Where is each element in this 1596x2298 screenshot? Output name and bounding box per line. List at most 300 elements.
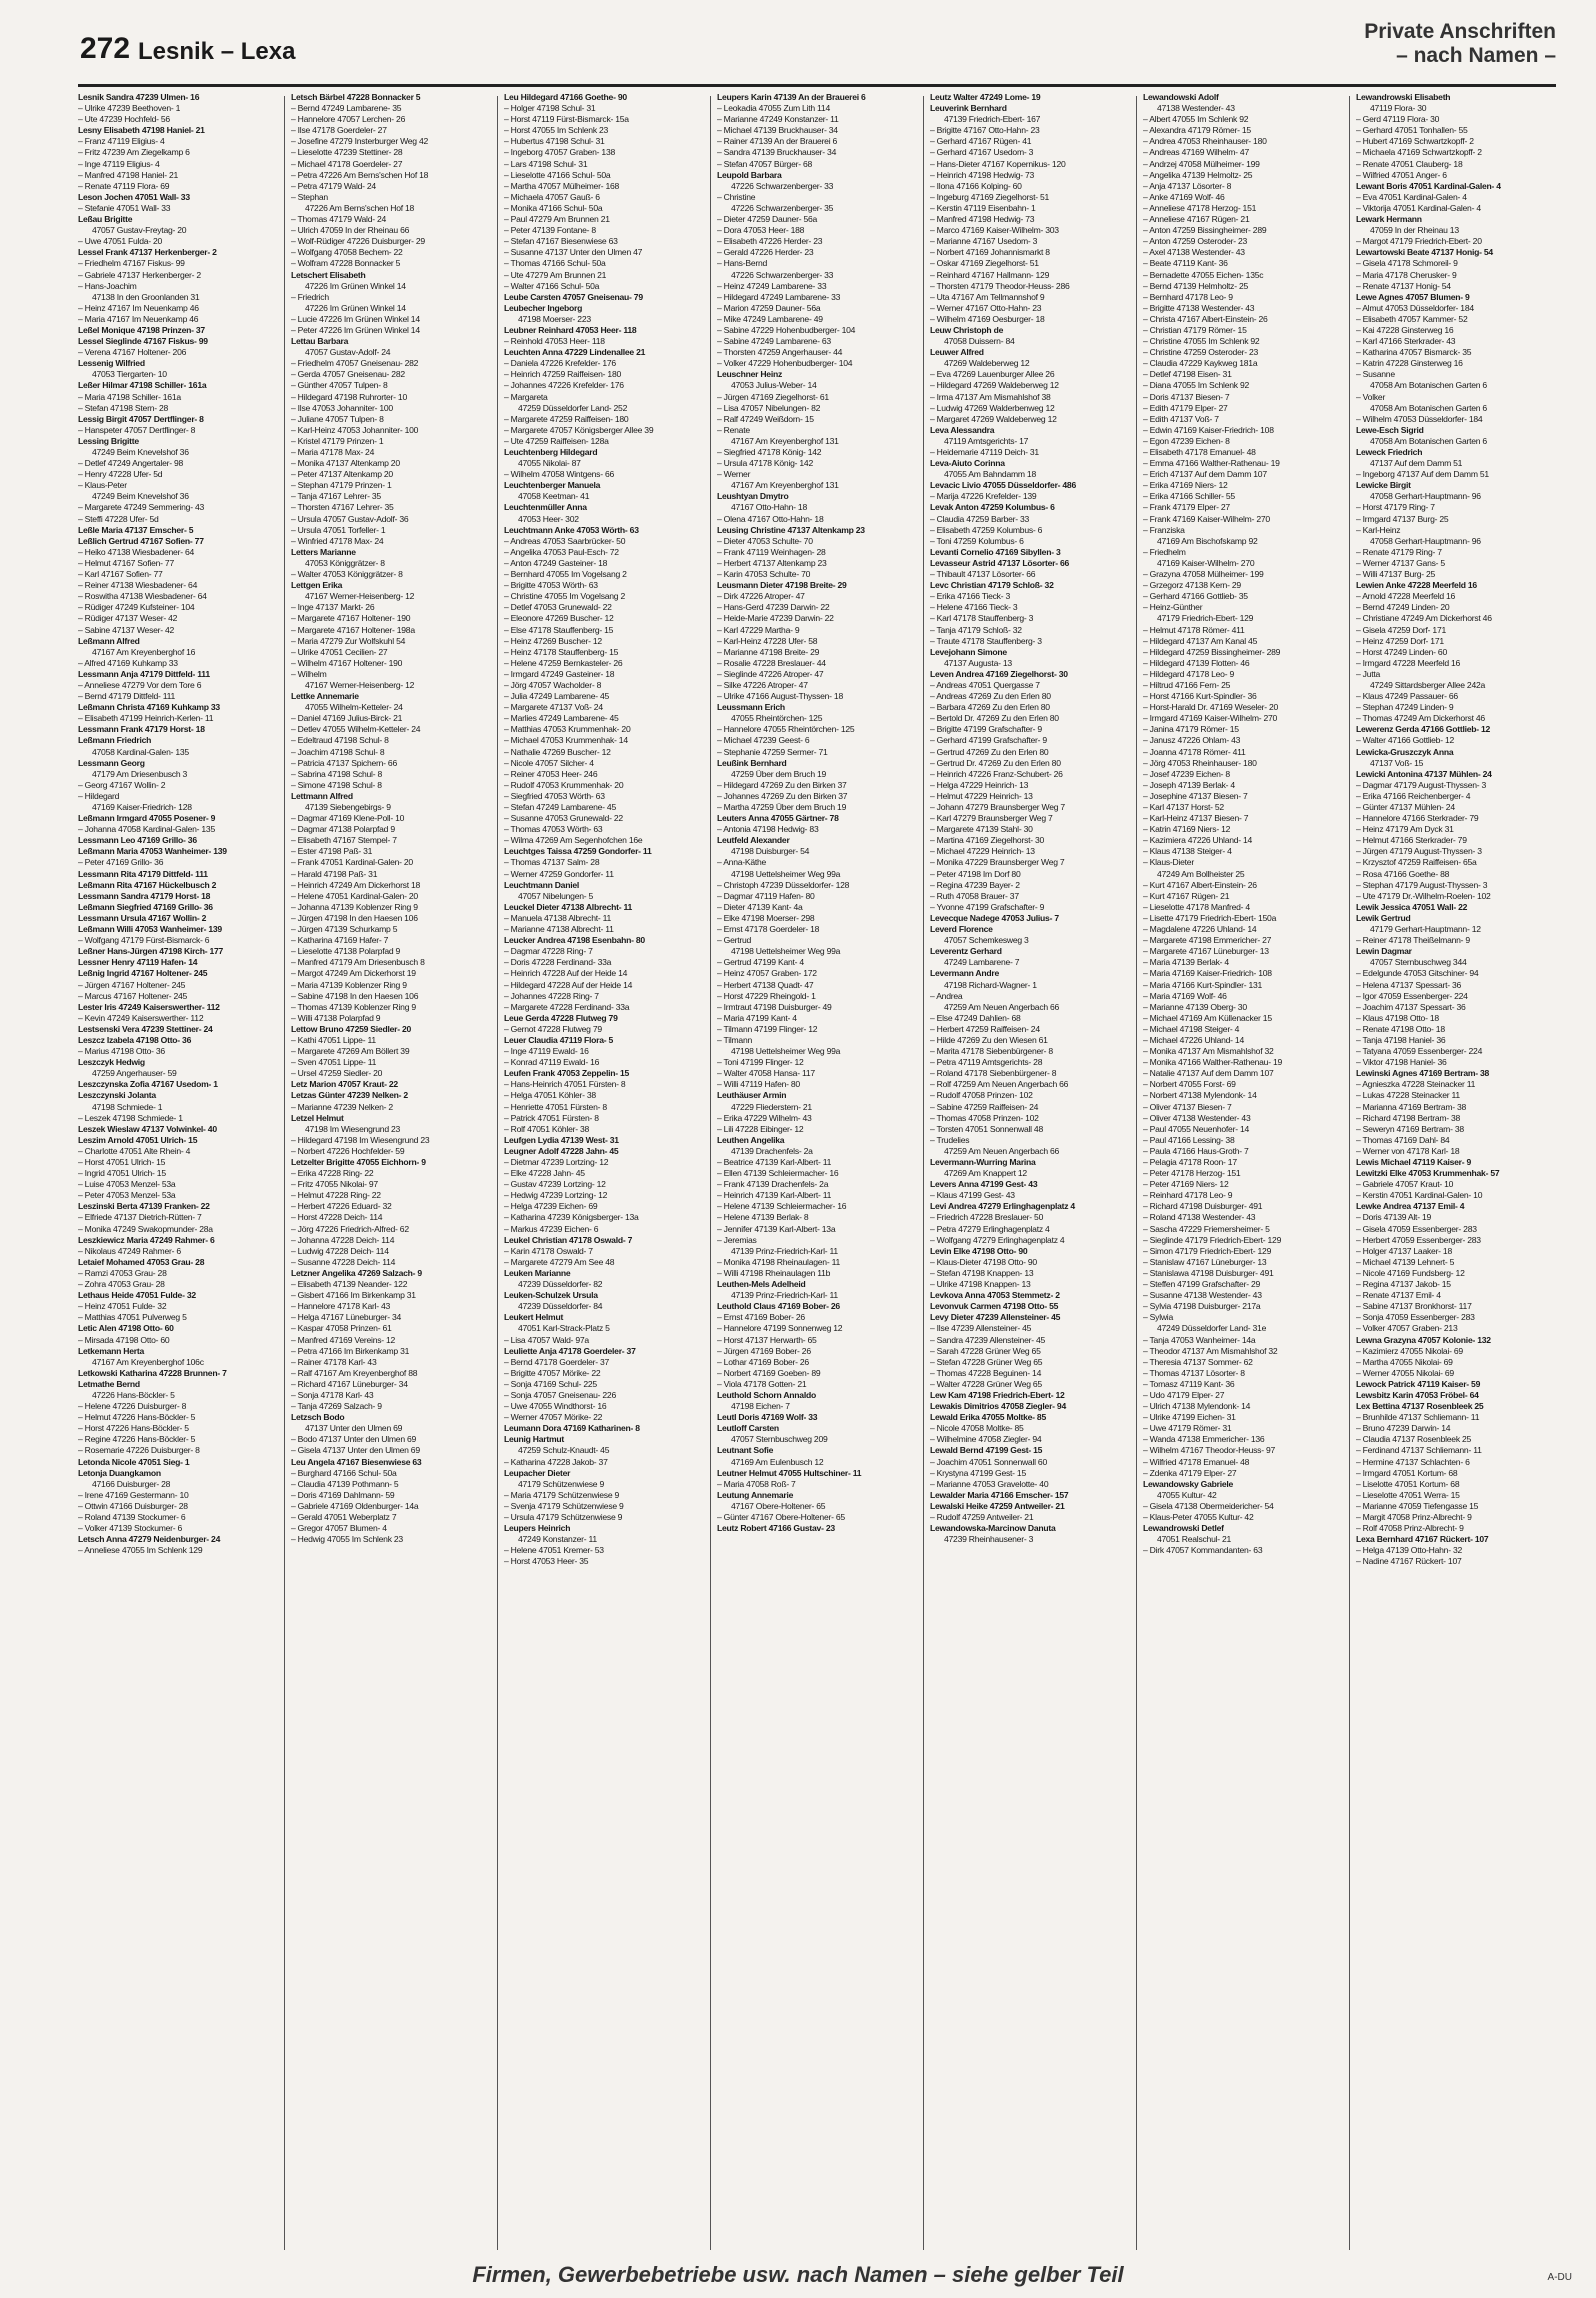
- listing-entry: Leubner Reinhard 47053 Heer- 118: [504, 324, 637, 335]
- listing-entry: – Olena 47167 Otto-Hahn- 18: [717, 513, 824, 524]
- listing-entry: Letaief Mohamed 47053 Grau- 28: [78, 1256, 205, 1267]
- listing-entry: – Kazimierz 47055 Nikolai- 69: [1356, 1345, 1463, 1356]
- listing-entry: – Peter 47169 Niers- 12: [1143, 1179, 1229, 1190]
- listing-entry: – Claudia 47259 Barber- 33: [930, 513, 1030, 524]
- listing-entry: – Diana 47055 Im Schlenk 92: [1143, 380, 1249, 391]
- listing-entry: – Joachim 47198 Schul- 8: [291, 746, 385, 757]
- listing-entry: 47259 Schulz-Knaudt- 45: [518, 1445, 610, 1456]
- listing-entry: – Gerhard 47167 Rügen- 41: [930, 136, 1032, 147]
- listing-entry: – Ester 47198 Paß- 31: [291, 846, 373, 857]
- listing-entry: 47119 Amtsgerichts- 17: [944, 435, 1029, 446]
- listing-entry: – Thomas 47137 Salm- 28: [504, 857, 600, 868]
- listing-entry: – Edith 47137 Voß- 7: [1143, 413, 1219, 424]
- listing-entry: Lewitzki Elke 47053 Krummenhak- 57: [1356, 1168, 1500, 1179]
- listing-entry: – Christiane 47249 Am Dickerhorst 46: [1356, 613, 1492, 624]
- listing-entry: – Lisa 47057 Nibelungen- 82: [717, 402, 821, 413]
- listing-entry: – Erika 47229 Wilhelm- 43: [717, 1112, 812, 1123]
- listing-entry: – Sandra 47239 Allensteiner- 45: [930, 1334, 1046, 1345]
- listing-entry: – Jörg 47226 Friedrich-Alfred- 62: [291, 1223, 409, 1234]
- listing-entry: – Monika 47166 Walther-Rathenau- 19: [1143, 1057, 1283, 1068]
- footer-note: Firmen, Gewerbebetriebe usw. nach Namen – siehe gelber Teil: [472, 2262, 1124, 2287]
- listing-entry: – Bernd 47249 Lambarene- 35: [291, 103, 402, 114]
- listing-entry: – Renate: [717, 424, 750, 435]
- listing-entry: – Elisabeth 47139 Neander- 122: [291, 1279, 408, 1290]
- listing-entry: – Ilse 47239 Allensteiner- 45: [930, 1323, 1032, 1334]
- listing-entry: 47226 Am Berns'schen Hof 18: [305, 202, 415, 213]
- listing-entry: – Margarete 47279 Am See 48: [504, 1256, 615, 1267]
- listing-entry: Lewinski Agnes 47169 Bertram- 38: [1356, 1068, 1490, 1079]
- listing-entry: – Hans-Bernd: [717, 258, 768, 269]
- listing-entry: – Ingrid 47051 Ulrich- 15: [78, 1168, 166, 1179]
- listing-entry: – Wolf-Rüdiger 47226 Duisburger- 29: [291, 236, 425, 247]
- listing-entry: – Helmut 47228 Ring- 22: [291, 1190, 381, 1201]
- listing-entry: – Thomas 47179 Wald- 24: [291, 214, 387, 225]
- page-number: 272: [80, 32, 131, 65]
- listing-entry: – Richard 47198 Bertram- 38: [1356, 1112, 1461, 1123]
- listing-entry: 47198 Im Wiesengrund 23: [305, 1123, 401, 1134]
- listing-entry: Leuchtenberger Manuela: [504, 480, 601, 491]
- listing-entry: 47059 In der Rheinau 13: [1370, 225, 1459, 236]
- name-range: Lesnik – Lexa: [138, 38, 296, 65]
- listing-entry: – Friedhelm: [1143, 546, 1186, 557]
- listing-entry: – Renate 47051 Clauberg- 18: [1356, 158, 1463, 169]
- listing-entry: – Detlef 47198 Eisen- 31: [1143, 369, 1232, 380]
- section-title-line-2: – nach Namen –: [1396, 44, 1556, 67]
- listing-entry: – Joachim 47051 Sonnenwall 60: [930, 1456, 1047, 1467]
- listing-entry: – Heinrich 47198 Hedwig- 73: [930, 169, 1035, 180]
- listing-entry: Leuthen-Mels Adelheid: [717, 1279, 806, 1290]
- listing-entry: – Jutta: [1356, 668, 1381, 679]
- listing-entry: Leverd Florence: [930, 924, 993, 935]
- listing-entry: – Herbert 47138 Quadt- 47: [717, 979, 814, 990]
- listing-entry: – Heinrich 47259 Raiffeisen- 180: [504, 369, 622, 380]
- listing-entry: – Renate 47137 Honig- 54: [1356, 280, 1451, 291]
- listing-entry: – Julia 47249 Lambarene- 45: [504, 691, 610, 702]
- listing-entry: – Igor 47059 Essenberger- 224: [1356, 990, 1468, 1001]
- listing-entry: – Dagmar 47179 August-Thyssen- 3: [1356, 779, 1487, 790]
- listing-entry: – Helene 47226 Duisburger- 8: [78, 1401, 187, 1412]
- listing-entry: Leuthold Schorn Annaldo: [717, 1389, 816, 1400]
- listing-entry: – Ramzi 47053 Grau- 28: [78, 1267, 167, 1278]
- listing-entry: – Martha 47057 Mülheimer- 168: [504, 180, 620, 191]
- listing-entry: Lewald Bernd 47199 Gest- 15: [930, 1445, 1043, 1456]
- listing-entry: – Wilma 47269 Am Segenhofchen 16e: [504, 835, 643, 846]
- listing-entry: 47167 Am Kreyenberghof 16: [92, 646, 196, 657]
- listing-entry: 47058 Am Botanischen Garten 6: [1370, 380, 1487, 391]
- listing-entry: – Martha 47259 Über dem Bruch 19: [717, 802, 847, 812]
- listing-entry: 47167 Werner-Heisenberg- 12: [305, 591, 415, 602]
- listing-entry: – Bernadette 47055 Eichen- 135c: [1143, 269, 1264, 280]
- listing-entry: – Siegfried 47178 König- 142: [717, 447, 822, 457]
- listing-entry: – Tanja 47053 Wanheimer- 14a: [1143, 1334, 1256, 1345]
- listing-entry: – Detlev 47055 Wilhelm-Ketteler- 24: [291, 724, 421, 735]
- listing-entry: 47051 Realschul- 21: [1157, 1534, 1232, 1545]
- listing-entry: – Karl 47229 Martha- 9: [717, 624, 800, 635]
- listing-entry: – Helmut 47226 Hans-Böckler- 5: [78, 1412, 196, 1423]
- listing-entry: – Bodo 47137 Unter den Ulmen 69: [291, 1434, 417, 1445]
- listing-entry: – Wolfgang 47179 Fürst-Bismarck- 6: [78, 935, 210, 946]
- listing-entry: – Rudolf 47259 Antweiler- 21: [930, 1512, 1034, 1522]
- listing-entry: – Renate 47179 Ring- 7: [1356, 546, 1442, 557]
- listing-entry: – Brunhilde 47137 Schliemann- 11: [1356, 1412, 1480, 1423]
- listing-entry: – Toni 47199 Flinger- 12: [717, 1057, 804, 1068]
- listing-entry: – Sabine 47249 Lambarene- 63: [717, 336, 831, 347]
- listing-entry: – Rüdiger 47137 Weser- 42: [78, 613, 178, 624]
- listing-entry: Leu Angela 47167 Biesenwiese 63: [291, 1456, 422, 1467]
- listing-entry: – Monika 47229 Braunsberger Weg 7: [930, 857, 1065, 868]
- listing-entry: Lewicke Birgit: [1356, 480, 1411, 491]
- listing-entry: – Margarete 47137 Voß- 24: [504, 702, 603, 713]
- listing-entry: Lesny Elisabeth 47198 Haniel- 21: [78, 125, 205, 136]
- listing-entry: 47058 Gerhart-Hauptmann- 96: [1370, 535, 1481, 546]
- listing-entry: – Helga 47167 Lüneburger- 34: [291, 1312, 402, 1323]
- listing-entry: Leuthen Angelika: [717, 1134, 785, 1145]
- listing-entry: 47053 Königgrätzer- 8: [305, 557, 385, 568]
- listing-entry: – Ilona 47166 Kolping- 60: [930, 180, 1022, 191]
- listing-entry: 47179 Gerhart-Hauptmann- 12: [1370, 924, 1481, 935]
- listing-entry: – Bernd 47178 Goerdeler- 37: [504, 1356, 610, 1367]
- listing-entry: Lewe-Esch Sigrid: [1356, 424, 1424, 435]
- listing-entry: – Stephan 47179 August-Thyssen- 3: [1356, 879, 1488, 890]
- listing-entry: – Nadine 47167 Rückert- 107: [1356, 1556, 1462, 1567]
- listing-entry: – Ingeborg 47057 Graben- 138: [504, 147, 616, 158]
- listing-entry: – Lothar 47169 Bober- 26: [717, 1356, 809, 1367]
- listing-entry: – Reiner 47053 Heer- 246: [504, 768, 598, 779]
- listing-entry: 47057 Sternbuschweg 209: [731, 1434, 828, 1445]
- listing-entry: – Brigitte 47057 Mörike- 22: [504, 1367, 601, 1378]
- listing-entry: – Elisabeth 47259 Kolumbus- 6: [930, 524, 1043, 535]
- listing-entry: – Ferdinand 47137 Schliemann- 11: [1356, 1445, 1482, 1456]
- listing-entry: – Marianne 47059 Tiefengasse 15: [1356, 1500, 1479, 1511]
- listing-entry: – Wanda 47138 Emmericher- 136: [1143, 1434, 1265, 1445]
- listing-entry: 47167 Am Kreyenberghof 131: [731, 435, 839, 446]
- listing-entry: – Anneliese 47167 Rügen- 21: [1143, 214, 1250, 225]
- listing-entry: – Stefan 47198 Stern- 28: [78, 402, 169, 413]
- listing-entry: – Herbert 47059 Essenberger- 283: [1356, 1234, 1481, 1245]
- column-divider: [710, 96, 711, 2250]
- listing-entry: Lewik Jessica 47051 Wall- 22: [1356, 901, 1468, 912]
- listing-entry: – Michaela 47057 Gauß- 6: [504, 191, 600, 202]
- listing-entry: – Erika 47169 Niers- 12: [1143, 480, 1228, 491]
- listing-entry: – Ulrich 47059 In der Rheinau 66: [291, 225, 410, 236]
- listing-entry: Lessel Frank 47137 Herkenberger- 2: [78, 247, 217, 258]
- listing-entry: – Doris 47137 Biesen- 7: [1143, 391, 1230, 402]
- listing-entry: – Werner: [717, 469, 751, 480]
- listing-entry: – Tanja 47179 Schloß- 32: [930, 624, 1022, 635]
- listing-entry: – Beatrice 47139 Karl-Albert- 11: [717, 1157, 832, 1167]
- listing-entry: Leusmann Dieter 47198 Breite- 29: [717, 580, 847, 591]
- listing-entry: – Helmut 47166 Sterkrader- 79: [1356, 835, 1467, 846]
- listing-entry: – Antonia 47198 Hedwig- 83: [717, 824, 819, 835]
- listing-entry: Lewicki Antonina 47137 Mühlen- 24: [1356, 768, 1492, 779]
- listing-entry: Levejohann Simone: [930, 646, 1007, 657]
- listing-entry: Leßle Maria 47137 Emscher- 5: [78, 524, 194, 535]
- listing-entry: – Monika 47198 Rheinaulagen- 11: [717, 1256, 841, 1267]
- listing-entry: Lettau Barbara: [291, 336, 349, 347]
- listing-entry: – Josef 47239 Eichen- 8: [1143, 768, 1230, 779]
- listing-entry: Lester Iris 47249 Kaiserswerther- 112: [78, 1001, 220, 1012]
- listing-entry: – Frank 47139 Drachenfels- 2a: [717, 1179, 829, 1190]
- listing-entry: – Ralf 47249 Weißdorn- 15: [717, 413, 814, 424]
- listing-entry: – Thomas 47169 Dahl- 84: [1356, 1134, 1450, 1145]
- listing-entry: – Volker 47139 Stockumer- 6: [78, 1523, 183, 1534]
- listing-entry: – Jürgen 47169 Bober- 26: [717, 1345, 811, 1356]
- listing-entry: – Lieselotte 47051 Werra- 15: [1356, 1489, 1460, 1500]
- listing-entry: – Kerstin 47119 Eisenbahn- 1: [930, 202, 1036, 213]
- listing-entry: – Petra 47226 Am Berns'schen Hof 18: [291, 169, 429, 180]
- listing-entry: – Eva 47051 Kardinal-Galen- 4: [1356, 191, 1467, 202]
- listing-entry: – Reiner 47138 Wiesbadener- 64: [78, 580, 198, 591]
- listing-entry: – Marianne 47167 Usedom- 3: [930, 236, 1038, 247]
- listing-entry: – Ingeborg 47137 Auf dem Damm 51: [1356, 469, 1489, 480]
- listing-entry: – Wilhelm 47167 Holtener- 190: [291, 657, 403, 668]
- listing-entry: – Susanne: [1356, 369, 1395, 380]
- listing-entry: – Helmut 47178 Römer- 411: [1143, 624, 1245, 635]
- listing-entry: – Erich 47137 Auf dem Damm 107: [1143, 469, 1267, 480]
- listing-entry: Lettke Annemarie: [291, 691, 359, 702]
- listing-entry: – Hannelore 47057 Lerchen- 26: [291, 114, 406, 125]
- listing-entry: – Stanislaw 47167 Lüneburger- 13: [1143, 1256, 1267, 1267]
- listing-entry: – Stefan 47228 Grüner Weg 65: [930, 1356, 1043, 1367]
- listing-entry: 47259 Am Neuen Angerbach 66: [944, 1001, 1060, 1012]
- listing-entry: – Gisela 47138 Obermeidericher- 54: [1143, 1500, 1274, 1511]
- listing-entry: – Irmgard 47137 Burg- 25: [1356, 513, 1449, 524]
- listing-entry: – Michael 47226 Uhland- 14: [1143, 1034, 1244, 1045]
- listing-entry: – Sieglinde 47226 Atroper- 47: [717, 668, 824, 679]
- listing-entry: – Petra 47166 Im Birkenkamp 31: [291, 1345, 410, 1356]
- listing-entry: – Josephine 47137 Biesen- 7: [1143, 790, 1248, 801]
- listing-entry: Levacic Livio 47055 Düsseldorfer- 486: [930, 480, 1076, 491]
- listing-entry: – Eva 47269 Lauenburger Allee 26: [930, 369, 1055, 380]
- listing-entry: – Christine: [717, 191, 756, 202]
- listing-entry: Leven Andrea 47169 Ziegelhorst- 30: [930, 668, 1068, 679]
- listing-entry: – Hans-Dieter 47167 Kopernikus- 120: [930, 158, 1066, 169]
- listing-entry: – Magdalene 47226 Uhland- 14: [1143, 924, 1257, 935]
- listing-entry: Leßlich Gertrud 47167 Sofien- 77: [78, 535, 204, 546]
- column-divider: [923, 96, 924, 2250]
- listing-entry: – Josefine 47279 Insterburger Weg 42: [291, 136, 429, 147]
- listing-entry: – Klaus 47138 Steiger- 4: [1143, 846, 1232, 857]
- listing-entry: – Sylwia: [1143, 1312, 1173, 1323]
- listing-entry: – Oliver 47137 Biesen- 7: [1143, 1101, 1232, 1112]
- listing-entry: 47259 Über dem Bruch 19: [731, 768, 827, 779]
- listing-entry: 47198 Uettelsheimer Weg 99a: [731, 946, 841, 957]
- listing-entry: – Hedwig 47055 Im Schlenk 23: [291, 1534, 403, 1545]
- listing-entry: – Sabine 47259 Raiffeisen- 24: [930, 1101, 1039, 1112]
- listing-entry: 47249 Beim Knevelshof 36: [92, 491, 189, 502]
- listing-entry: – Theodor 47137 Am Mismahlshof 32: [1143, 1345, 1278, 1356]
- listing-entry: 47057 Nibelungen- 5: [518, 890, 594, 901]
- listing-entry: – Ursula 47178 König- 142: [717, 458, 813, 469]
- header-rule: [78, 84, 1556, 87]
- listing-entry: – Else 47249 Dahlien- 68: [930, 1012, 1021, 1023]
- listing-entry: – Leokadia 47055 Zum Lith 114: [717, 103, 830, 114]
- listing-entry: – Claudia 47229 Kaykweg 181a: [1143, 358, 1258, 369]
- listing-entry: Leuw Christoph de: [930, 324, 1004, 335]
- listing-entry: Lewerenz Gerda 47166 Gottlieb- 12: [1356, 724, 1491, 735]
- listing-entry: – Rudolf 47053 Krummenhak- 20: [504, 779, 624, 790]
- listing-entry: – Irmgard 47051 Kortum- 68: [1356, 1467, 1458, 1478]
- listing-entry: – Ellen 47139 Schleiermacher- 16: [717, 1168, 839, 1179]
- listing-entry: Leßmann Friedrich: [78, 735, 152, 746]
- listing-entry: Letzas Günter 47239 Nelken- 2: [291, 1090, 408, 1101]
- listing-entry: – Ottwin 47166 Duisburger- 28: [78, 1500, 188, 1511]
- listing-entry: Lewant Boris 47051 Kardinal-Galen- 4: [1356, 180, 1501, 191]
- listing-entry: – Elke 47228 Jahn- 45: [504, 1168, 585, 1179]
- listing-entry: Letmathe Bernd: [78, 1378, 140, 1389]
- listing-entry: 47239 Düsseldorfer- 82: [518, 1279, 603, 1290]
- listing-entry: – Monika 47137 Altenkamp 20: [291, 458, 400, 469]
- listing-entry: – Irene 47169 Gestermann- 10: [78, 1489, 189, 1500]
- listing-entry: – Steffi 47228 Ufer- 5d: [78, 513, 159, 524]
- listing-entry: – Wilfried 47178 Emanuel- 48: [1143, 1456, 1250, 1467]
- listing-entry: – Norbert 47055 Forst- 69: [1143, 1079, 1236, 1090]
- listing-entry: – Gerhard 47051 Tonhallen- 55: [1356, 125, 1468, 136]
- listing-entry: – Katharina 47057 Bismarck- 35: [1356, 347, 1472, 358]
- listing-entry: Leukel Christian 47178 Oswald- 7: [504, 1234, 633, 1245]
- listing-entry: Lewicka-Gruszczyk Anna: [1356, 746, 1454, 757]
- listing-entry: – Thomas 47249 Am Dickerhorst 46: [1356, 713, 1485, 724]
- listing-entry: – Günter 47137 Mühlen- 24: [1356, 802, 1455, 812]
- listing-entry: – Maria 47198 Schiller- 161a: [78, 391, 181, 402]
- listing-entry: 47058 Keetman- 41: [518, 491, 590, 502]
- footer-code: A-DU: [1547, 2272, 1572, 2283]
- listing-entry: – Konrad 47119 Ewald- 16: [504, 1057, 600, 1068]
- listing-entry: Levin Elke 47198 Otto- 90: [930, 1245, 1028, 1256]
- listing-entry: – Hildegard 47137 Am Kanal 45: [1143, 635, 1258, 646]
- listing-entry: 47057 Gustav-Freytag- 20: [92, 225, 187, 236]
- listing-entry: – Stefan 47167 Biesenwiese 63: [504, 236, 618, 247]
- listing-entry: Letters Marianne: [291, 546, 356, 557]
- listing-entry: – Karin 47053 Schulte- 70: [717, 569, 811, 580]
- listing-entry: – Else 47178 Stauffenberg- 15: [504, 624, 614, 635]
- listing-entry: 47167 Obere-Holtener- 65: [731, 1500, 826, 1511]
- listing-entry: – Heinrich 47249 Am Dickerhorst 18: [291, 879, 421, 890]
- listing-entry: – Margarete 47167 Holtener- 190: [291, 613, 411, 624]
- listing-entry: Lewik Gertrud: [1356, 912, 1411, 923]
- listing-entry: – Roland 47139 Stockumer- 6: [78, 1512, 186, 1522]
- listing-entry: – Stephan 47179 Prinzen- 1: [291, 480, 392, 491]
- listing-entry: – Friedhelm 47057 Gneisenau- 282: [291, 358, 419, 369]
- listing-entry: Lewe Agnes 47057 Blumen- 9: [1356, 291, 1470, 302]
- listing-entry: – Zohra 47053 Grau- 28: [78, 1279, 165, 1290]
- listing-entry: Leupers Karin 47139 An der Brauerei 6: [717, 92, 866, 102]
- listing-entry: – Kristel 47179 Prinzen- 1: [291, 435, 384, 446]
- listing-entry: Leva Alessandra: [930, 424, 995, 435]
- listing-entry: – Manfred 47198 Haniel- 21: [78, 169, 179, 180]
- listing-entry: 47198 Richard-Wagner- 1: [944, 979, 1037, 990]
- listing-entry: – Ludwig 47269 Walderbenweg 12: [930, 402, 1055, 413]
- listing-entry: 47229 Fliederstern- 21: [731, 1101, 812, 1112]
- listing-entry: Letzner Angelika 47269 Salzach- 9: [291, 1267, 422, 1278]
- listing-entry: – Reinhold 47053 Heer- 118: [504, 336, 605, 347]
- listing-entry: – Günter 47167 Obere-Holtener- 65: [717, 1512, 845, 1522]
- listing-entry: – Janusz 47226 Ohlam- 43: [1143, 735, 1241, 746]
- listing-entry: – Ulrich 47138 Mylendonk- 14: [1143, 1401, 1251, 1412]
- listing-entry: Leson Jochen 47051 Wall- 33: [78, 191, 190, 202]
- listing-entry: Leßmann Willi 47053 Wanheimer- 139: [78, 924, 222, 935]
- listing-entry: – Rolf 47259 Am Neuen Angerbach 66: [930, 1079, 1069, 1090]
- listing-entry: – Rainer 47139 An der Brauerei 6: [717, 136, 838, 147]
- listing-entry: – Sven 47051 Lippe- 11: [291, 1057, 377, 1068]
- listing-entry: – Wolfgang 47058 Bechem- 22: [291, 247, 403, 258]
- listing-entry: Lex Bettina 47137 Rosenbleek 25: [1356, 1401, 1484, 1412]
- listing-entry: – Wolfram 47228 Bonnacker 5: [291, 258, 401, 269]
- listing-entry: – Hildegard 47249 Lambarene- 33: [717, 291, 841, 302]
- listing-entry: – Sonja 47059 Essenberger- 283: [1356, 1312, 1475, 1323]
- listing-entry: – Heinz 47269 Buscher- 12: [504, 635, 602, 646]
- listing-entry: – Hans-Heinrich 47051 Fürsten- 8: [504, 1079, 626, 1090]
- listing-entry: Lewien Anke 47228 Meerfeld 16: [1356, 580, 1477, 591]
- listing-entry: – Erika 47228 Ring- 22: [291, 1168, 374, 1179]
- listing-entry: – Wilhelmine 47058 Ziegler- 94: [930, 1434, 1042, 1445]
- listing-entry: 47249 Am Bollheister 25: [1157, 868, 1245, 879]
- listing-entry: – Gerd 47119 Flora- 30: [1356, 114, 1440, 125]
- listing-entry: – Lieselotte 47178 Manfred- 4: [1143, 901, 1250, 912]
- listing-entry: – Karin 47178 Oswald- 7: [504, 1245, 593, 1256]
- listing-entry: Leupers Heinrich: [504, 1523, 571, 1534]
- listing-entry: – Ingeburg 47169 Ziegelhorst- 51: [930, 191, 1050, 202]
- listing-entry: – Tanja 47167 Lehrer- 35: [291, 491, 381, 502]
- listing-entry: Levanti Cornelio 47169 Sibyllen- 3: [930, 546, 1061, 557]
- listing-entry: 47139 Drachenfels- 2a: [731, 1145, 813, 1156]
- listing-entry: 47249 Lambarene- 7: [944, 957, 1020, 968]
- listing-entry: Lewandowska-Marcinow Danuta: [930, 1523, 1056, 1534]
- listing-entry: – Dagmar 47228 Ring- 7: [504, 946, 593, 957]
- listing-entry: 47058 Gerhart-Hauptmann- 96: [1370, 491, 1481, 502]
- listing-entry: 47058 Am Botanischen Garten 6: [1370, 435, 1487, 446]
- listing-entry: – Ulrike 47239 Beethoven- 1: [78, 103, 181, 114]
- page-header: [78, 14, 1556, 78]
- listing-entry: – Walter 47058 Hansa- 117: [717, 1068, 815, 1079]
- listing-entry: – Tomasz 47119 Kant- 36: [1143, 1378, 1235, 1389]
- listing-entry: – Reinhard 47178 Leo- 9: [1143, 1190, 1233, 1201]
- listing-entry: – Willi 47137 Burg- 25: [1356, 569, 1436, 580]
- listing-entry: 47167 Am Kreyenberghof 131: [731, 480, 839, 491]
- listing-entry: Lewartowski Beate 47137 Honig- 54: [1356, 247, 1493, 258]
- listing-entry: – Irmgard 47228 Meerfeld 16: [1356, 657, 1461, 668]
- listing-entry: – Georg 47167 Wollin- 2: [78, 779, 166, 790]
- listing-entry: – Elisabeth 47167 Stempel- 7: [291, 835, 397, 846]
- listing-entry: – Sabine 47137 Bronkhorst- 117: [1356, 1301, 1472, 1312]
- listing-entry: – Marcus 47167 Holtener- 245: [78, 990, 188, 1001]
- listing-entry: – Renate 47198 Otto- 18: [1356, 1023, 1445, 1034]
- listing-entry: Letschert Elisabeth: [291, 269, 366, 280]
- listing-entry: – Anton 47259 Osteroder- 23: [1143, 236, 1248, 247]
- listing-entry: 47226 Schwarzenberger- 33: [731, 269, 834, 280]
- listing-entry: – Wilhelm 47058 Wintgens- 66: [504, 469, 615, 480]
- listing-entry: Lethaus Heide 47051 Fulde- 32: [78, 1290, 196, 1301]
- listing-entry: – Patricia 47137 Spichern- 66: [291, 757, 397, 768]
- listing-entry: – Rosemarie 47226 Duisburger- 8: [78, 1445, 200, 1456]
- listing-entry: – Jörg 47053 Rheinhauser- 180: [1143, 757, 1257, 768]
- listing-entry: – Margarete 47269 Am Böllert 39: [291, 1046, 410, 1057]
- listing-entry: – Albert 47055 Im Schlenk 92: [1143, 114, 1249, 125]
- listing-entry: – Dora 47053 Heer- 188: [717, 225, 805, 236]
- listing-entry: – Reiner 47178 Theißelmann- 9: [1356, 935, 1470, 946]
- listing-entry: – Stephan 47249 Linden- 9: [1356, 702, 1454, 713]
- listing-entry: – Gerhard 47166 Gottlieb- 35: [1143, 591, 1248, 602]
- column-divider: [284, 96, 285, 2250]
- listing-entry: – Stanislawa 47198 Duisburger- 491: [1143, 1267, 1274, 1278]
- listing-entry: Lewandrowski Elisabeth: [1356, 92, 1451, 102]
- listing-entry: Leverentz Gerhard: [930, 946, 1002, 957]
- listing-entry: – Maria 47178 Max- 24: [291, 447, 375, 457]
- listing-entry: Leunig Hartmut: [504, 1434, 564, 1445]
- listing-entry: – Tatyana 47059 Essenberger- 224: [1356, 1046, 1483, 1057]
- listing-entry: Leweck Friedrich: [1356, 447, 1423, 457]
- listing-entry: – Ursula 47179 Schützenwiese 9: [504, 1512, 623, 1522]
